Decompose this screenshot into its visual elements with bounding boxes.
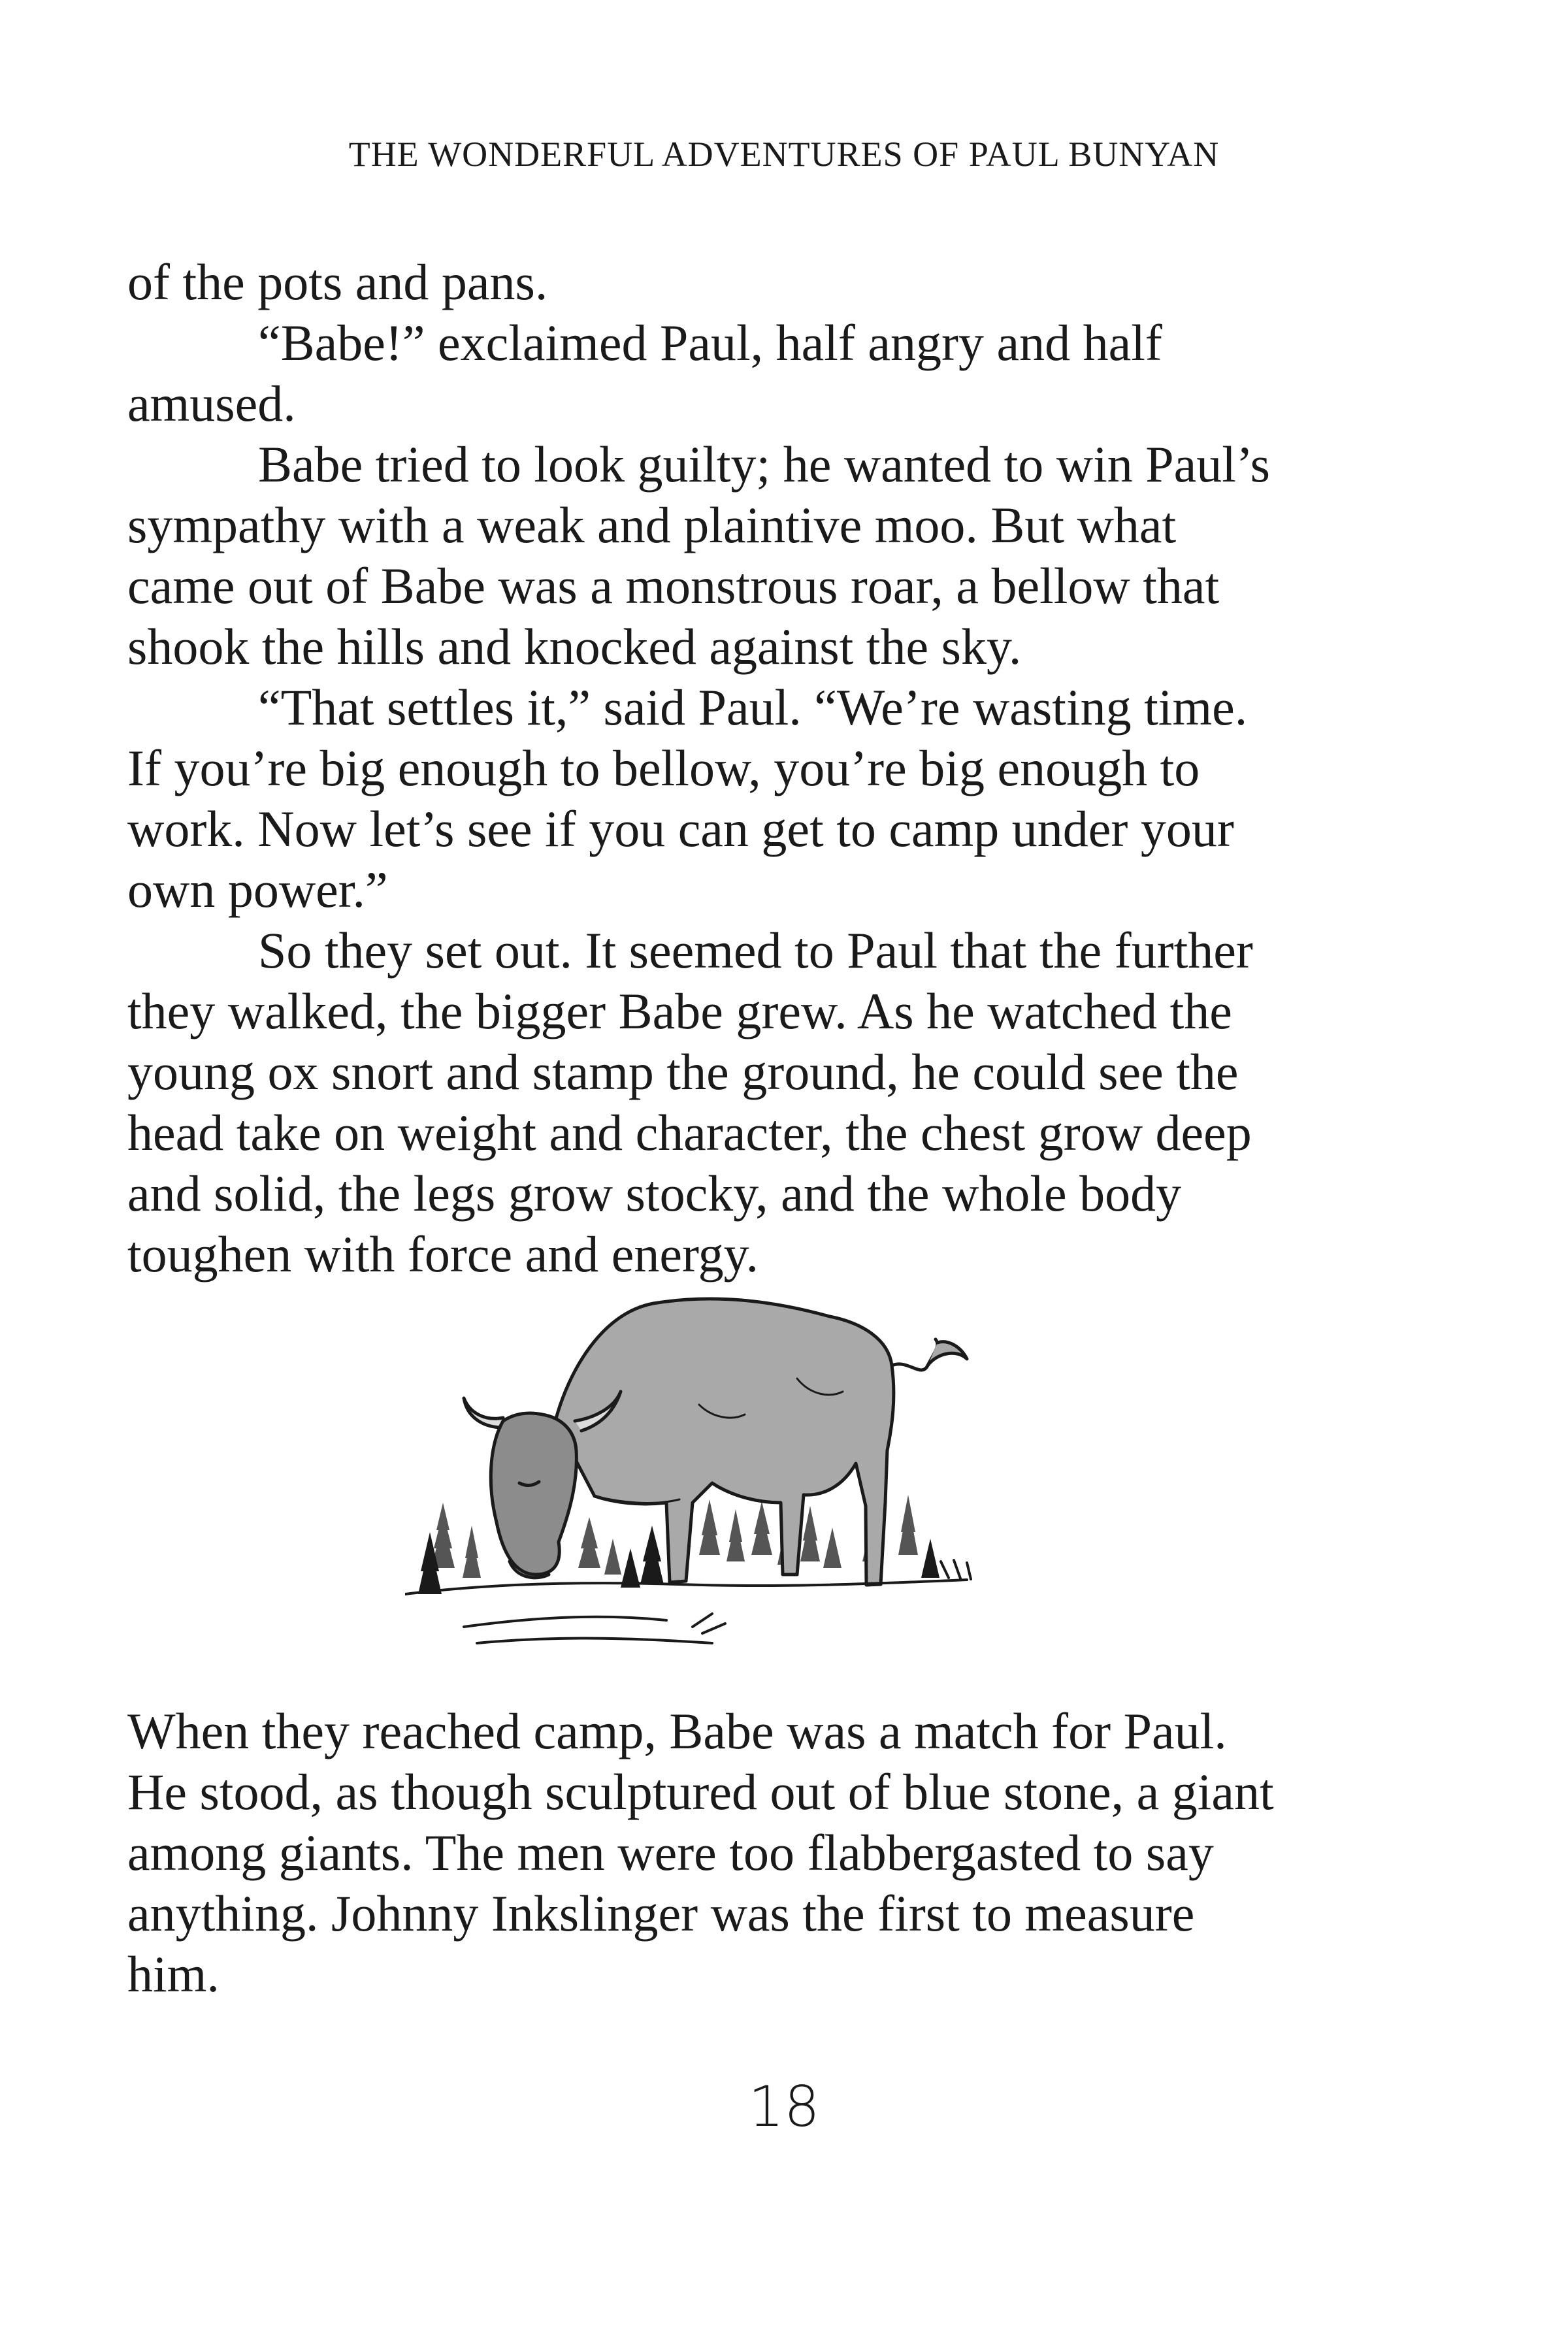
text-line: He stood, as though sculptured out of blue stone, a giant [127,1763,1274,1820]
text-line: If you’re big enough to bellow, you’re big enough to [127,740,1200,796]
text-line: work. Now let’s see if you can get to camp under your [127,800,1234,857]
text-line: came out of Babe was a monstrous roar, a bellow that [127,557,1220,614]
text-line: of the pots and pans. [127,253,548,310]
text-line: head take on weight and character, the chest grow deep [127,1104,1252,1161]
text-line: anything. Johnny Inkslinger was the first to measure [127,1885,1195,1942]
body-text-top [127,252,1290,1284]
running-head: THE WONDERFUL ADVENTURES OF PAUL BUNYAN [348,135,1220,174]
ox-grazing-illustration [405,1287,1013,1686]
text-line: sympathy with a weak and plaintive moo. But what [127,497,1177,553]
text-line: young ox snort and stamp the ground, he could see the [127,1043,1239,1100]
text-line: they walked, the bigger Babe grew. As he watched the [127,983,1232,1039]
text-line: Babe tried to look guilty; he wanted to win Paul’s [258,436,1270,493]
text-line: him. [127,1946,220,2002]
text-line: shook the hills and knocked against the sky. [127,618,1022,675]
body-text-bottom [127,1701,1290,2004]
text-line: When they reached camp, Babe was a match for Paul. [127,1703,1227,1759]
text-line: “Babe!” exclaimed Paul, half angry and half [258,314,1162,371]
text-line: amused. [127,375,296,432]
text-line: toughen with force and energy. [127,1226,759,1282]
text-line: and solid, the legs grow stocky, and the whole body [127,1165,1182,1222]
page-number: 18 [748,2074,820,2140]
text-line: So they set out. It seemed to Paul that the further [258,922,1253,979]
text-line: own power.” [127,861,388,918]
text-line: among giants. The men were too flabbergasted to say [127,1824,1214,1881]
text-line: “That settles it,” said Paul. “We’re wasting time. [258,679,1248,736]
